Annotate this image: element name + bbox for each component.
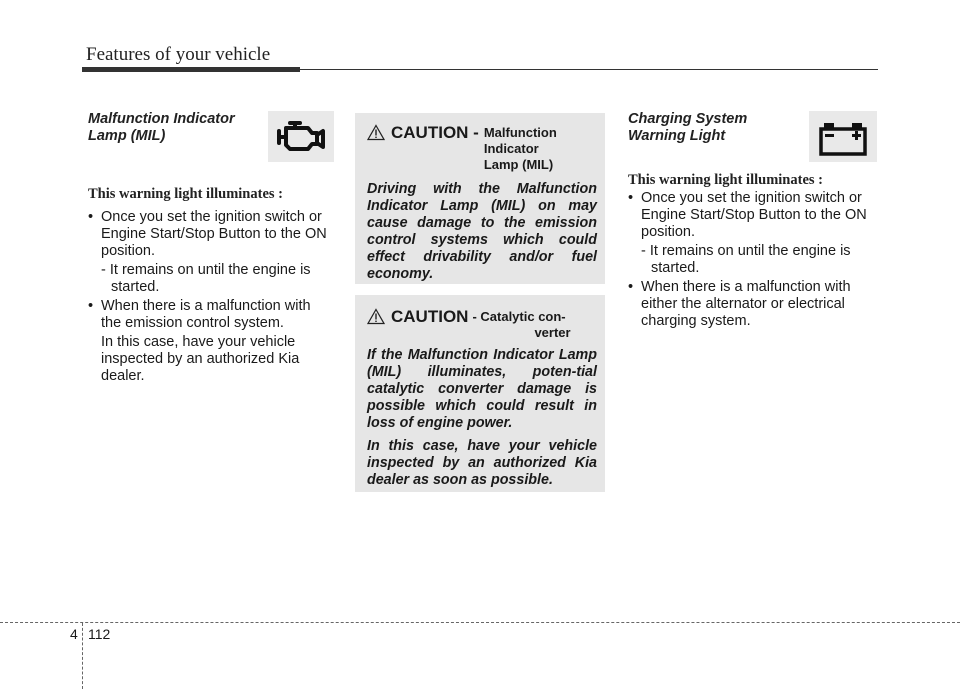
- battery-icon: [809, 111, 877, 162]
- caution-box-catalytic: [355, 295, 605, 492]
- caution-mil-header: [367, 123, 597, 173]
- caution-mil-sub-3: Lamp (MIL): [483, 157, 554, 172]
- mil-bullet-2-text: When there is a malfunction with the emission control system.: [101, 298, 311, 331]
- caution-cat-text-1: If the Malfunction Indicator Lamp (MIL) illuminates, poten-tial catalytic converter damage is possible which could result in loss of engine power.: [367, 347, 597, 431]
- charging-bullet-1-text: Once you set the ignition switch or Engine Start/Stop Button to the ON position.: [641, 190, 867, 240]
- caution-cat-word: CAUTION: [391, 307, 469, 326]
- caution-mil-sub-2: Indicator: [483, 141, 539, 156]
- charging-bullet-1: [628, 190, 879, 241]
- caution-cat-sub-2: verter: [534, 325, 571, 340]
- caution-cat-sub-1: - Catalytic con-: [472, 309, 566, 324]
- footer-divider: [82, 623, 83, 689]
- engine-check-icon: [268, 111, 334, 162]
- caution-mil-word: CAUTION -: [391, 123, 479, 142]
- mil-body: [88, 209, 334, 385]
- charging-intro: This warning light illuminates :: [628, 172, 823, 188]
- mil-sub-1: - It remains on until the engine is started.: [101, 262, 311, 295]
- mil-bullet-2: [88, 298, 334, 332]
- warning-triangle-icon: [367, 124, 385, 141]
- charging-icon-box: [809, 111, 877, 162]
- mil-title-line2: Lamp (MIL): [88, 128, 166, 144]
- header-rule-thin: [300, 69, 878, 70]
- charging-sub-1-wrap: [628, 243, 879, 277]
- mil-para: In this case, have your vehicle inspected by an authorized Kia dealer.: [101, 334, 300, 384]
- caution-mil-text: Driving with the Malfunction Indicator Lamp (MIL) on may cause damage to the emission control systems which could effect drivability and/or fuel economy.: [367, 181, 597, 282]
- caution-mil-subtitle: [484, 125, 557, 173]
- mil-bullet-1-text: Once you set the ignition switch or Engine Start/Stop Button to the ON position.: [101, 209, 327, 259]
- caution-cat-header: [367, 307, 597, 341]
- warning-triangle-icon: [367, 308, 385, 325]
- chapter-number: 4: [70, 626, 78, 642]
- mil-intro: This warning light illuminates :: [88, 186, 283, 202]
- charging-title-line2: Warning Light: [628, 128, 726, 144]
- charging-bullet-2: [628, 279, 879, 330]
- charging-bullet-2-text: When there is a malfunction with either the alternator or electrical charging system.: [641, 279, 851, 329]
- charging-section-title: [628, 111, 803, 145]
- footer-rule: [0, 622, 960, 623]
- mil-icon-box: [268, 111, 334, 162]
- page-number: 112: [88, 626, 111, 642]
- caution-cat-text-2: In this case, have your vehicle inspected by an authorized Kia dealer as soon as possible.: [367, 438, 597, 488]
- mil-section-title: [88, 111, 263, 145]
- caution-cat-subtitle: [472, 309, 570, 341]
- charging-body: [628, 190, 879, 330]
- charging-sub-1: - It remains on until the engine is started.: [641, 243, 851, 276]
- mil-sub-1-wrap: [88, 262, 334, 296]
- mil-title-line1: Malfunction Indicator: [88, 111, 235, 127]
- caution-mil-sub-1: Malfunction: [483, 125, 557, 140]
- page-header-title: Features of your vehicle: [86, 44, 271, 65]
- mil-bullet-1: [88, 209, 334, 260]
- charging-title-line1: Charging System: [628, 111, 748, 127]
- caution-box-mil: [355, 113, 605, 284]
- header-rule-thick: [82, 67, 300, 72]
